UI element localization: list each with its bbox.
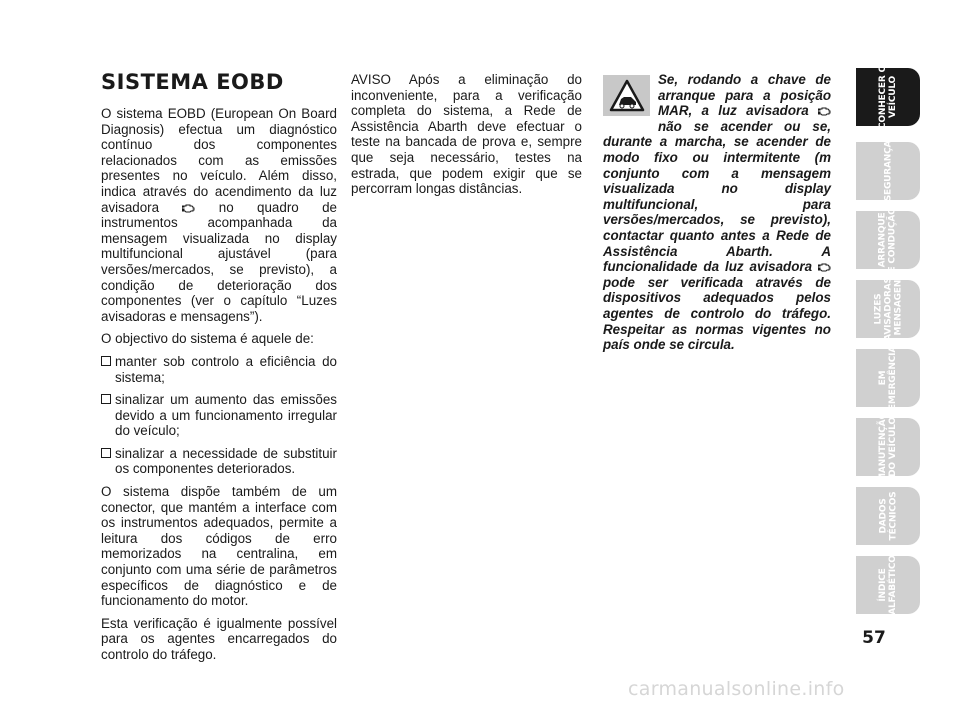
list-item-text: sinalizar um aumento das emissões devido a um funcionamento irregular do veículo; (115, 392, 337, 439)
tab-arranque-e-conducao[interactable] (856, 207, 920, 273)
watermark: carmanualsonline.info (628, 678, 845, 700)
tab-label: ARRANQUE E CONDUÇÃO (878, 207, 899, 273)
page-number: 57 (862, 628, 886, 648)
tab-seguranca[interactable] (856, 142, 920, 200)
warning-text-a: Se, rodando a chave de arranque para a posição MAR, a luz avisadora (658, 72, 831, 119)
section-title: SISTEMA EOBD (101, 70, 284, 94)
intro-text-b: no quadro de instrumentos acompanhada da mensagem visualizada no display multifuncional ajustável (para versões/mercados, se previsto), a condição de deterioração dos componentes (ver o capítulo “Luzes avisadoras e mensagens”). (101, 199, 337, 324)
tab-label: MANUTENÇÃO DO VEÍCULO (878, 412, 898, 482)
intro-paragraph (101, 106, 337, 324)
warning-box (603, 75, 650, 116)
connector-paragraph: O sistema dispõe também de um conector, que mantém a interface com os instrumentos adequados, permite a leitura dos códigos de erro memorizados na centralina, em conjunto com uma série de parâmetros específicos de diagnóstico e de funcionamento do motor. (101, 484, 337, 609)
tab-label: EM EMERGÊNCIA (878, 345, 899, 411)
warning-text-b: não se acender ou se, durante a marcha, se acender de modo fixo ou intermitente (m conjunto com a mensagem visualizada no display multifuncional, para versões/mercados, se previsto), contactar quanto antes a Rede de Assistência Abarth. A funcionalidade da luz avisadora (603, 118, 831, 275)
list-item (101, 354, 337, 385)
tab-dados-tecnicos[interactable] (856, 487, 920, 545)
intro-text-a: O sistema EOBD (European On Board Diagnosis) efectua um diagnóstico contínuo dos componentes relacionados com as emissões presentes no veículo. Além disso, indica através do acendimento da luz avisadora (101, 106, 337, 215)
list-item-text: sinalizar a necessidade de substituir os componentes deteriorados. (115, 445, 337, 477)
tab-label: SEGURANÇA (883, 140, 893, 202)
tab-indice-alfabetico[interactable] (856, 556, 920, 614)
objective-paragraph: O objectivo do sistema é aquele de: (101, 331, 314, 347)
engine-warning-icon (818, 262, 831, 272)
checkbox-bullet-icon (101, 448, 115, 457)
warning-column (603, 72, 831, 353)
tab-em-emergencia[interactable] (856, 345, 920, 411)
notice-column (351, 72, 582, 204)
list-item (101, 446, 337, 477)
tab-manutencao-do-veiculo[interactable] (856, 412, 920, 482)
list-item (101, 392, 337, 439)
tab-label: DADOS TÉCNICOS (877, 491, 898, 541)
tab-label: ÍNDICE ALFABÉTICO (877, 555, 898, 615)
tab-conhecer-o-veiculo[interactable] (856, 65, 920, 129)
tab-label: LUZES AVISADORAS E MENSAGENS (873, 273, 903, 345)
checkbox-bullet-icon (101, 356, 115, 365)
warning-text-c: pode ser verificada através de dispositivos adequados pelos agentes de controlo do tráfego. Respeitar as normas vigentes no país onde se circula. (603, 274, 831, 353)
car-warning-triangle-icon (609, 79, 645, 112)
checkbox-bullet-icon (101, 394, 115, 403)
verification-paragraph: Esta verificação é igualmente possível para os agentes encarregados do controlo do tráfego. (101, 615, 337, 662)
list-item-text: manter sob controlo a eficiência do sistema; (115, 353, 337, 385)
main-text-column (101, 70, 337, 670)
engine-warning-icon (182, 203, 195, 213)
tab-label: CONHECER O VEÍCULO (878, 65, 898, 129)
notice-paragraph: AVISO Após a eliminação do inconveniente, para a verificação completa do sistema, a Rede de Assistência Abarth deve efectuar o teste na bancada de prova e, sempre que seja necessário, testes na estrada, que podem exigir que se percorram longas distâncias. (351, 72, 582, 197)
engine-warning-icon (818, 106, 831, 116)
tab-luzes-avisadoras[interactable] (856, 273, 920, 345)
